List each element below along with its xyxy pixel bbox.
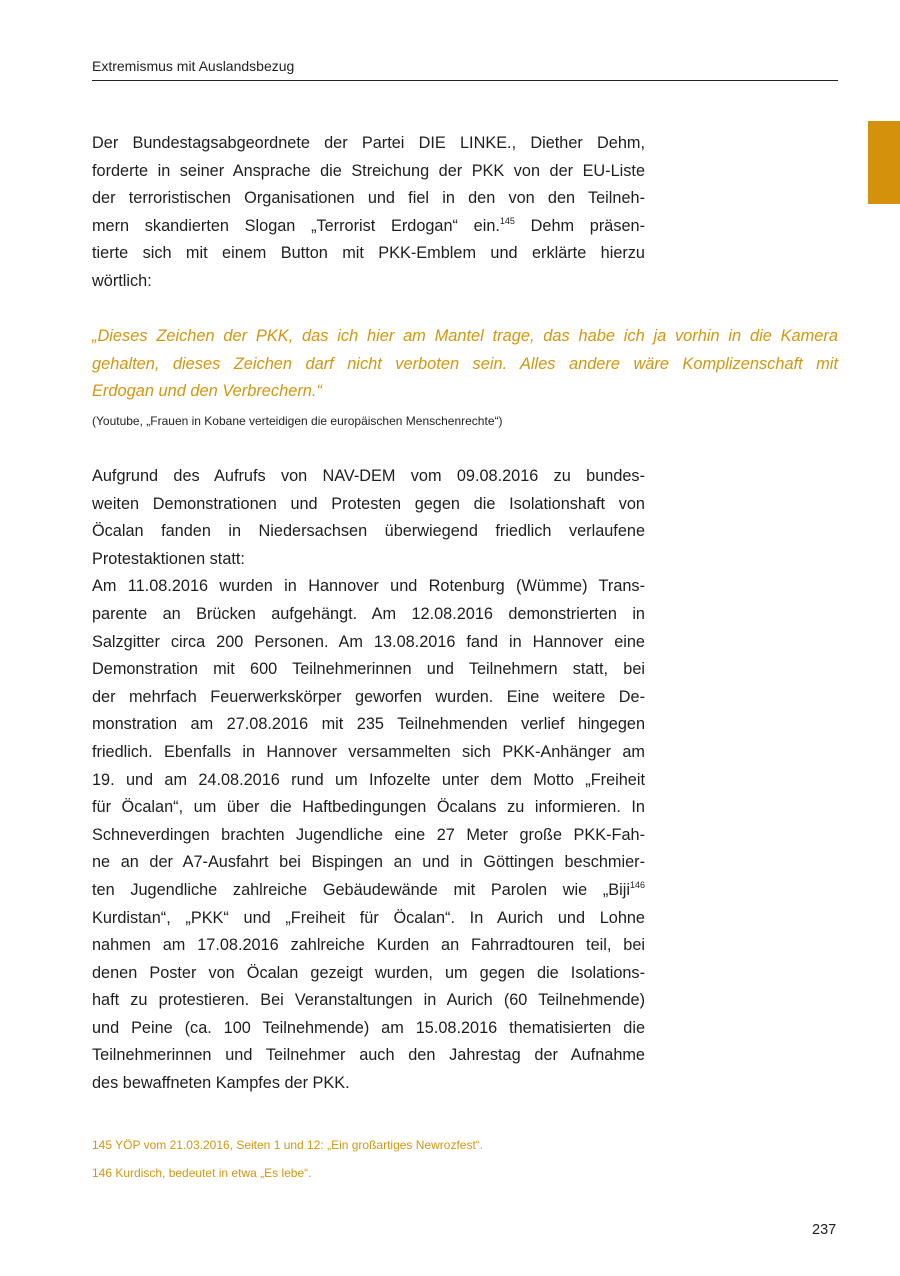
text-line: weiten Demonstrationen und Protesten gegen die Isolationshaft von	[92, 494, 645, 513]
header-rule	[92, 80, 838, 81]
text: ten Jugendliche zahlreiche Gebäudewände mit Parolen wie „Biji	[92, 880, 630, 899]
text-line: der terroristischen Organisationen und fiel in den von den Teilneh-	[92, 189, 645, 208]
footnote-146: 146 Kurdisch, bedeutet in etwa „Es lebe“.	[92, 1166, 312, 1180]
text: Dehm präsen-	[514, 216, 645, 235]
chapter-tab-marker	[868, 121, 900, 204]
text-line: nahmen am 17.08.2016 zahlreiche Kurden an Fahrradtouren teil, bei	[92, 936, 645, 955]
text-line: Am 11.08.2016 wurden in Hannover und Rotenburg (Wümme) Trans-	[92, 577, 645, 596]
text-line: monstration am 27.08.2016 mit 235 Teilnehmenden verlief hingegen	[92, 715, 645, 734]
text-line: der mehrfach Feuerwerkskörper geworfen wurden. Eine weitere De-	[92, 687, 645, 706]
text-line: und Peine (ca. 100 Teilnehmende) am 15.08.2016 thematisierten die	[92, 1018, 645, 1037]
page-number: 237	[812, 1222, 837, 1238]
text-line: friedlich. Ebenfalls in Hannover versammelten sich PKK-Anhänger am	[92, 742, 645, 761]
text-line	[92, 213, 645, 241]
text-line: des bewaffneten Kampfes der PKK.	[92, 1074, 350, 1093]
text-line: denen Poster von Öcalan gezeigt wurden, um gegen die Isolations-	[92, 963, 645, 982]
text-line: haft zu protestieren. Bei Veranstaltungen in Aurich (60 Teilnehmende)	[92, 991, 645, 1010]
quote-line: Erdogan und den Verbrechern.“	[92, 382, 322, 401]
text-line: forderte in seiner Ansprache die Streichung der PKK von der EU-Liste	[92, 161, 645, 180]
text-line: parente an Brücken aufgehängt. Am 12.08.2016 demonstrierten in	[92, 604, 645, 623]
text: mern skandierten Slogan „Terrorist Erdogan“ ein.	[92, 216, 500, 235]
paragraph-1	[92, 130, 645, 296]
footnote-ref-145: 145	[499, 215, 515, 226]
text-line: Aufgrund des Aufrufs von NAV-DEM vom 09.08.2016 zu bundes-	[92, 467, 645, 485]
paragraph-2	[92, 463, 645, 1098]
text-line: Demonstration mit 600 Teilnehmerinnen und Teilnehmern statt, bei	[92, 660, 645, 679]
text-line: Kurdistan“, „PKK“ und „Freiheit für Öcalan“. In Aurich und Lohne	[92, 908, 645, 927]
text-line	[92, 877, 645, 905]
text-line: ne an der A7-Ausfahrt bei Bispingen an und in Göttingen beschmier-	[92, 853, 645, 872]
text-line: Salzgitter circa 200 Personen. Am 13.08.2016 fand in Hannover eine	[92, 632, 645, 651]
text-line: Öcalan fanden in Niedersachsen überwiegend friedlich verlaufene	[92, 522, 645, 541]
footnote-ref-146: 146	[629, 879, 645, 890]
text-line: tierte sich mit einem Button mit PKK-Emblem und erklärte hierzu	[92, 244, 645, 263]
text-line: Der Bundestagsabgeordnete der Partei DIE LINKE., Diether Dehm,	[92, 134, 645, 152]
quote-line: „Dieses Zeichen der PKK, das ich hier am Mantel trage, das habe ich ja vorhin in die Kamera	[92, 327, 838, 345]
text-line: für Öcalan“, um über die Haftbedingungen Öcalans zu informieren. In	[92, 798, 645, 817]
text-line: Teilnehmerinnen und Teilnehmer auch den Jahrestag der Aufnahme	[92, 1046, 645, 1065]
quote-source: (Youtube, „Frauen in Kobane verteidigen die europäischen Menschenrechte“)	[92, 414, 503, 428]
running-header: Extremismus mit Auslandsbezug	[92, 58, 295, 74]
footnote-145: 145 YÖP vom 21.03.2016, Seiten 1 und 12: „Ein großartiges Newrozfest“.	[92, 1138, 484, 1152]
text-line: Protestaktionen statt:	[92, 549, 245, 568]
block-quote	[92, 323, 838, 406]
text-line: 19. und am 24.08.2016 rund um Infozelte unter dem Motto „Freiheit	[92, 770, 645, 789]
quote-line: gehalten, dieses Zeichen darf nicht verboten sein. Alles andere wäre Komplizenschaft mit	[92, 354, 838, 373]
text-line: wörtlich:	[92, 271, 152, 290]
text-line: Schneverdingen brachten Jugendliche eine 27 Meter große PKK-Fah-	[92, 825, 645, 844]
